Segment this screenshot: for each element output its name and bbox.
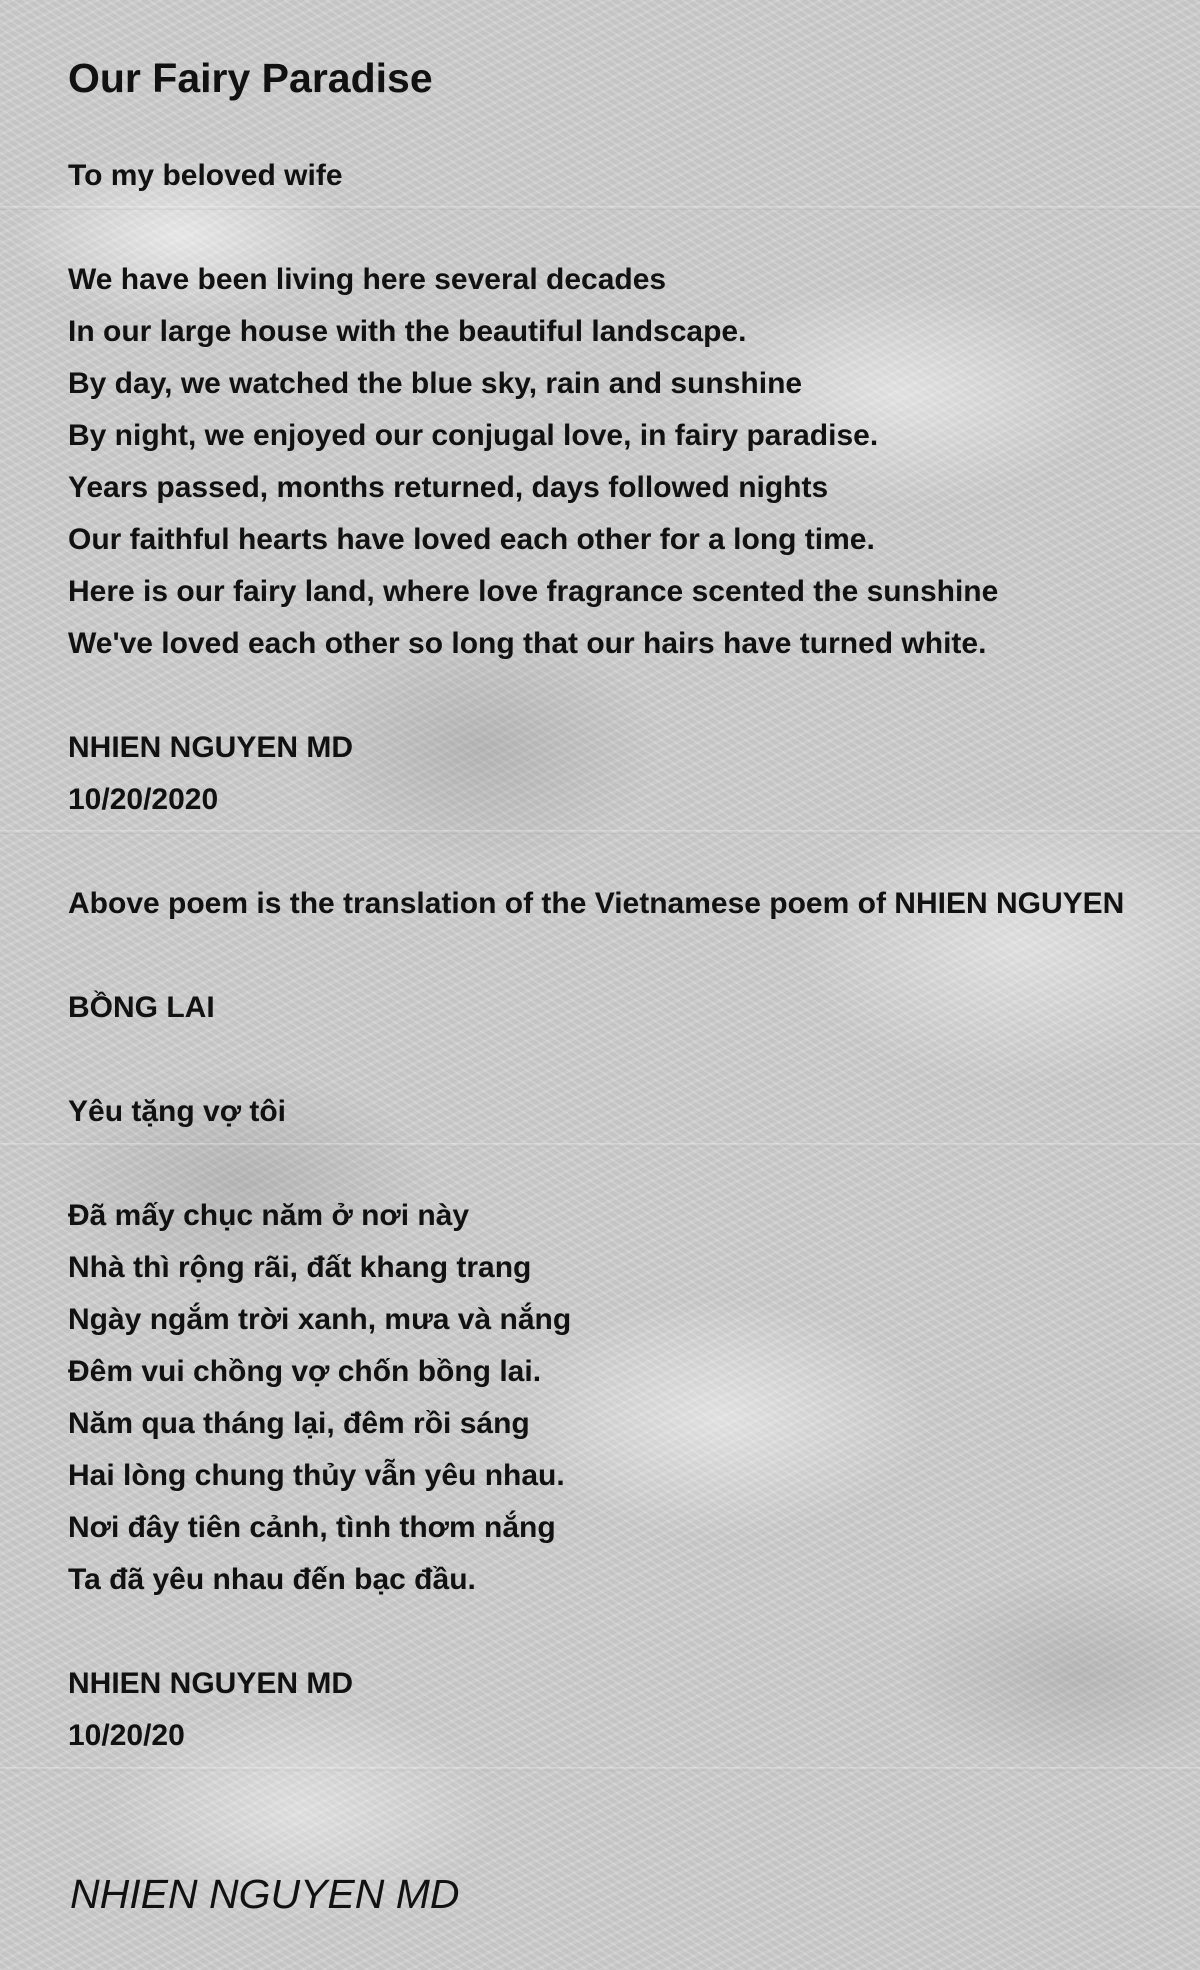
poem-line: 10/20/20 (68, 1719, 185, 1752)
poem-title: Our Fairy Paradise (68, 55, 433, 101)
blank-line (68, 826, 1200, 878)
poem-line: Năm qua tháng lại, đêm rồi sáng (68, 1407, 530, 1440)
blank-line (68, 1606, 1200, 1658)
poem-line: NHIEN NGUYEN MD (68, 731, 354, 764)
poem-line: 10/20/2020 (68, 783, 219, 816)
poem-line: BỒNG LAI (68, 991, 215, 1024)
poem-body (68, 150, 1200, 1762)
poem-line: NHIEN NGUYEN MD (68, 1667, 354, 1700)
poem-line: Here is our fairy land, where love fragrance scented the sunshine (68, 575, 999, 608)
poem-line: Đêm vui chồng vợ chốn bồng lai. (68, 1355, 542, 1388)
poem-author: NHIEN NGUYEN MD (70, 1871, 460, 1917)
blank-line (68, 670, 1200, 722)
blank-line (68, 930, 1200, 982)
poem-line: Years passed, months returned, days followed nights (68, 471, 829, 504)
poem-line: Above poem is the translation of the Vietnamese poem of NHIEN NGUYEN (68, 887, 1125, 920)
blank-line (68, 1034, 1200, 1086)
poem-line: Our faithful hearts have loved each other for a long time. (68, 523, 875, 556)
blank-line (68, 1138, 1200, 1190)
poem-line: We have been living here several decades (68, 263, 667, 296)
poem-line: We've loved each other so long that our hairs have turned white. (68, 627, 987, 660)
poem-line: Nơi đây tiên cảnh, tình thơm nắng (68, 1511, 556, 1544)
poem-line: Ta đã yêu nhau đến bạc đầu. (68, 1563, 476, 1596)
background-seam (0, 1767, 1200, 1771)
poem-line: Hai lòng chung thủy vẫn yêu nhau. (68, 1459, 565, 1492)
blank-line (68, 202, 1200, 254)
poem-line: In our large house with the beautiful landscape. (68, 315, 747, 348)
poem-line: To my beloved wife (68, 159, 343, 192)
poem-line: By night, we enjoyed our conjugal love, in fairy paradise. (68, 419, 879, 452)
poem-line: Nhà thì rộng rãi, đất khang trang (68, 1251, 532, 1284)
poem-line: By day, we watched the blue sky, rain and sunshine (68, 367, 803, 400)
poem-line: Yêu tặng vợ tôi (68, 1095, 287, 1128)
poem-line: Ngày ngắm trời xanh, mưa và nắng (68, 1303, 572, 1336)
poem-line: Đã mấy chục năm ở nơi này (68, 1199, 470, 1232)
